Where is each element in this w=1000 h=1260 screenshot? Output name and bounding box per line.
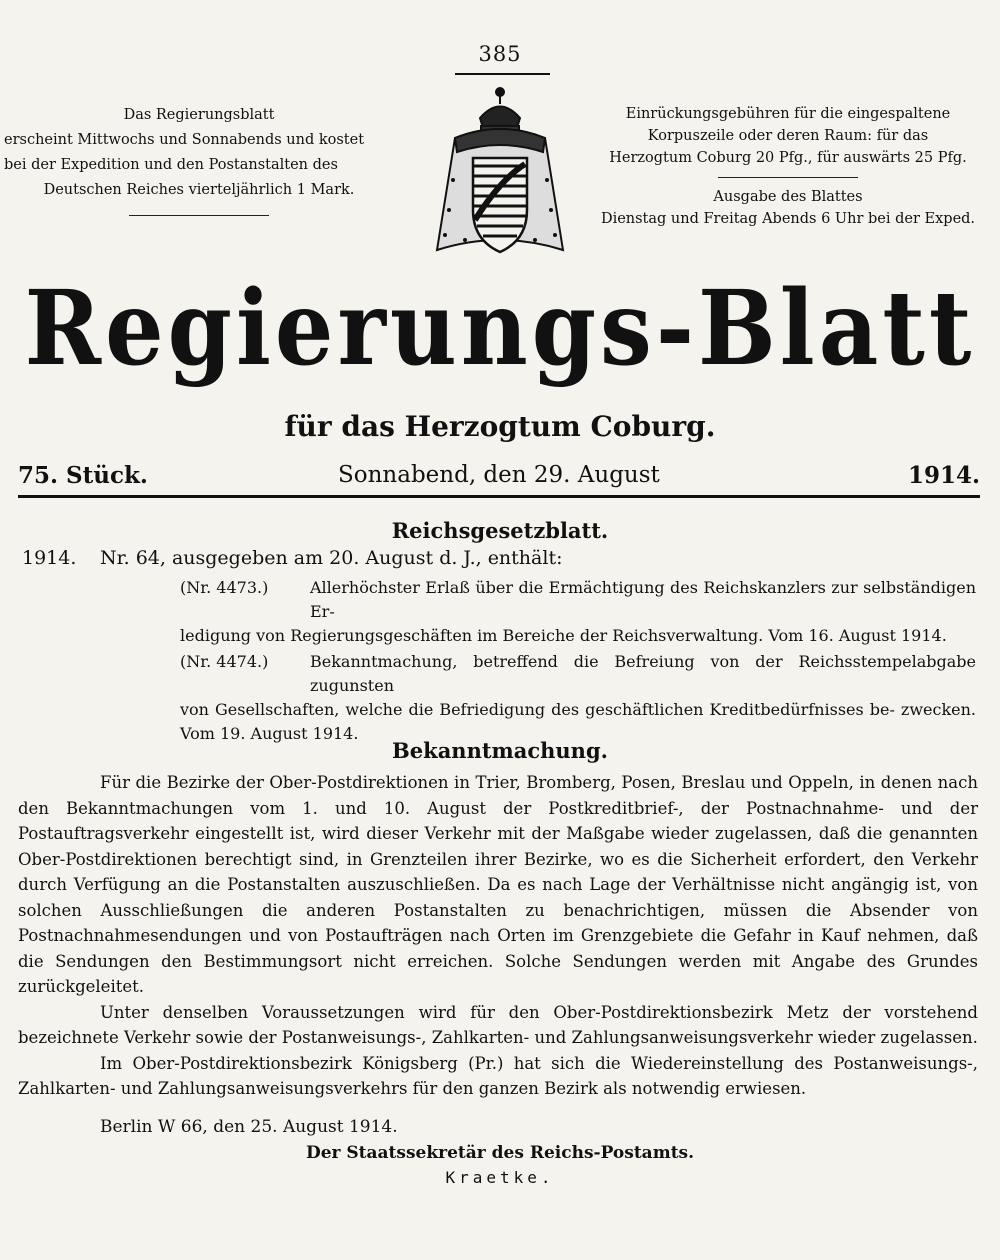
top-rule	[455, 73, 550, 75]
entry-reference: (Nr. 4473.)	[180, 578, 269, 597]
advertising-notice	[588, 103, 988, 230]
subscription-line-1: Das Regierungsblatt	[123, 107, 275, 123]
left-header-rule	[129, 215, 269, 216]
place-and-date: Berlin W 66, den 25. August 1914.	[100, 1117, 398, 1137]
entry-text-first: Allerhöchster Erlaß über die Ermächtigung des Reichskanzlers zur selbständigen Er-	[310, 578, 976, 621]
issue-bar	[18, 462, 980, 494]
reichsgesetzblatt-issue-text: Nr. 64, ausgegeben am 20. August d. J., enthält:	[100, 547, 563, 569]
subscription-notice	[4, 103, 394, 216]
list-item	[180, 576, 976, 648]
masthead-title: Regierungs-Blatt	[24, 267, 976, 389]
coat-of-arms-icon	[425, 80, 575, 270]
page-number: 385	[478, 42, 522, 66]
issue-schedule-line-2: Dienstag und Freitag Abends 6 Uhr bei der Exped.	[600, 211, 976, 227]
issue-schedule-line-1: Ausgabe des Blattes	[713, 189, 863, 205]
advertising-line-2: Korpuszeile oder deren Raum: für das	[647, 128, 929, 144]
issue-bar-rule	[18, 495, 980, 498]
bekanntmachung-paragraph-2: Unter denselben Voraussetzungen wird für den Ober-Postdirektionsbezirk Metz der vorstehend bezeichnete Verkehr sowie der Postanweisungs-, Zahlkarten- und Zahlungsanweisungsverkehr wieder zugelassen.	[18, 1002, 978, 1047]
entry-text-first: Bekanntmachung, betreffend die Befreiung von der Reichsstempelabgabe zugunsten	[310, 652, 976, 695]
advertising-line-3: Herzogtum Coburg 20 Pfg., für auswärts 25 Pfg.	[609, 150, 967, 166]
reichsgesetzblatt-year: 1914.	[22, 547, 77, 569]
issue-number: 75. Stück.	[18, 462, 148, 489]
bekanntmachung-body	[18, 770, 978, 1102]
issue-date: Sonnabend, den 29. August	[338, 462, 660, 488]
bekanntmachung-paragraph-3: Im Ober-Postdirektionsbezirk Königsberg (Pr.) hat sich die Wiedereinstellung des Postanweisungs-, Zahlkarten- und Zahlungsanweisungsverkehrs für den ganzen Bezirk als notwendig erwiesen.	[18, 1053, 978, 1098]
subscription-line-4: Deutschen Reiches vierteljährlich 1 Mark.	[43, 182, 355, 198]
subscription-line-2: erscheint Mittwochs und Sonnabends und kostet	[4, 132, 365, 148]
reichsgesetzblatt-title: Reichsgesetzblatt.	[391, 518, 609, 543]
entry-reference: (Nr. 4474.)	[180, 652, 269, 671]
entry-text-rest: von Gesellschaften, welche die Befriedigung des geschäftlichen Kreditbedürfnisses be- zwecken. Vom 19. August 1914.	[180, 700, 976, 743]
bekanntmachung-paragraph-1: Für die Bezirke der Ober-Postdirektionen in Trier, Bromberg, Posen, Breslau und Oppeln, in denen nach den Bekanntmachungen vom 1. und 10. August der Postkreditbrief-, der Postnachnahme- und der Postauftragsverkehr eingestellt ist, wird dieser Verkehr mit der Maßgabe wieder zugelassen, daß die genannten Ober-Postdirektionen berechtigt sind, in Grenzteilen ihrer Bezirke, wo es die Sicherheit erfordert, den Verkehr durch Verfügung an die Postanstalten auszuschließen. Da es nach Lage der Verhältnisse nicht angängig ist, von solchen Ausschließungen die anderen Postanstalten zu benachrichtigen, müssen die Absender von Postnachnahmesendungen und von Postaufträgen nach Orten im Grenzgebiete die Gefahr in Kauf nehmen, daß die Sendungen den Bestimmungsort nicht erreichen. Solche Sendungen werden mit Angabe des Grundes zurückgeleitet.	[18, 773, 978, 996]
right-header-rule	[718, 177, 858, 178]
subscription-line-3: bei der Expedition und den Postanstalten des	[4, 157, 338, 173]
reichsgesetzblatt-issue	[22, 547, 563, 569]
entry-text-rest: ledigung von Regierungsgeschäften im Bereiche der Reichsverwaltung. Vom 16. August 1914.	[180, 626, 947, 645]
list-item	[180, 650, 976, 746]
advertising-line-1: Einrückungsgebühren für die eingespaltene	[625, 106, 951, 122]
masthead-subtitle: für das Herzogtum Coburg.	[284, 410, 716, 443]
bekanntmachung-title: Bekanntmachung.	[392, 738, 608, 763]
signing-office: Der Staatssekretär des Reichs-Postamts.	[305, 1143, 695, 1163]
issue-year: 1914.	[907, 462, 980, 489]
signature-name: Kraetke.	[445, 1168, 555, 1187]
